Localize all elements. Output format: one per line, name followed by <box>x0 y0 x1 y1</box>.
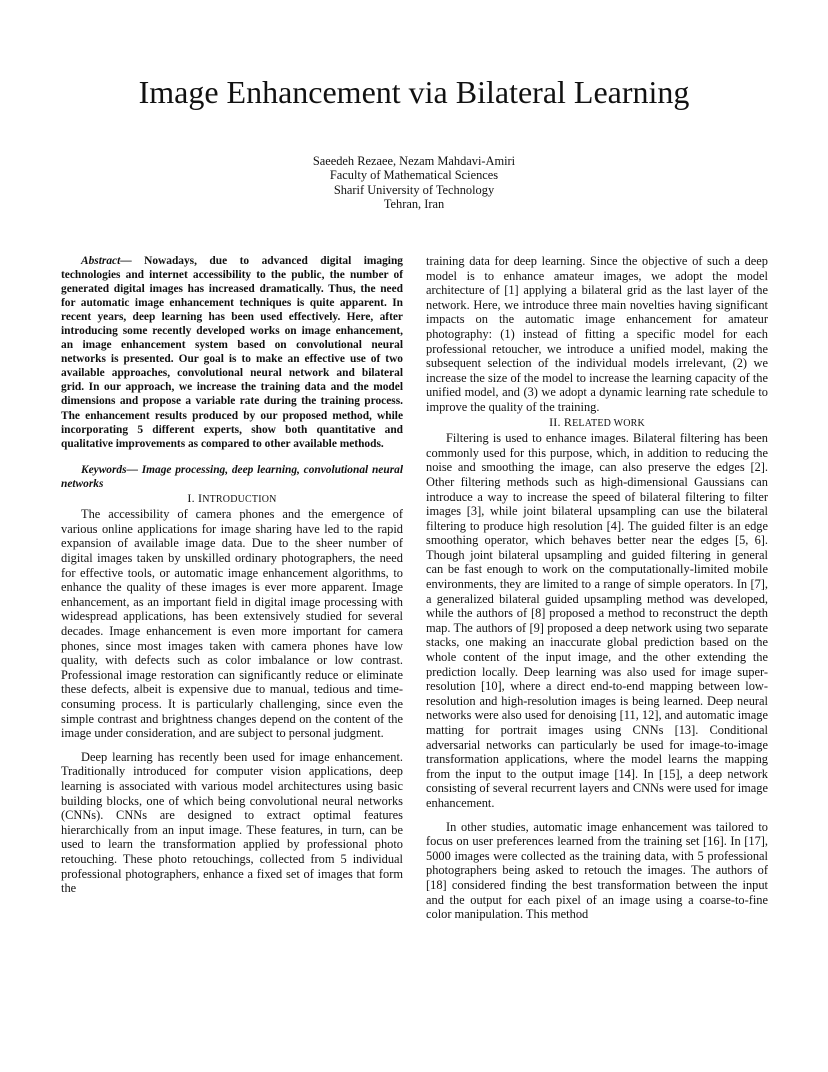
right-column <box>426 254 768 922</box>
author-names: Saeedeh Rezaee, Nezam Mahdavi-Amiri <box>312 154 516 168</box>
section-number: II. <box>549 414 561 429</box>
author-block <box>0 154 828 212</box>
section-rest: ELATED WORK <box>572 417 645 429</box>
author-location: Tehran, Iran <box>383 197 445 212</box>
section-number: I. <box>187 490 195 505</box>
section-cap: R <box>563 414 573 429</box>
abstract-body: Nowadays, due to advanced digital imaging technologies and internet accessibility to the public, the number of generated digital images has increased dramatically. Thus, the need for automatic image enhancement techniques is quite apparent. In recent years, deep learning has been used effectively. Here, after introducing some recently developed works on image enhancement, an image enhancement system based on convolutional neural networks is presented. Our goal is to make an effective use of two available approaches, convolutional neural network and bilateral grid. In our approach, we increase the training data and the model dimensions and propose a variable rate during the training process. The enhancement results produced by our proposed method, while incorporating 5 different experts, show both quantitative and qualitative improvements as compared to other available methods. <box>61 255 403 450</box>
intro-paragraph-continued: training data for deep learning. Since the objective of such a deep model is to enhance amateur images, we adopt the model architecture of [1] applying a bilateral grid as the last layer of the network. Here, we introduce three main novelties having significant impacts on the automatic image enhancement for amateur photography: (1) instead of fitting a specific model for each professional retoucher, we introduce a unified model, making the subsequent selection of the individual models irrelevant, (2) we increase the size of the model to increase the learning capacity of the unified model, and (3) we adopt a dynamic learning rate schedule to improve the quality of the training. <box>426 254 768 414</box>
abstract <box>61 254 403 451</box>
section-rest: NTRODUCTION <box>202 493 277 505</box>
section-heading-related-work <box>426 415 768 432</box>
left-column <box>61 254 403 896</box>
author-university: Sharif University of Technology <box>333 182 495 197</box>
intro-paragraph-1: The accessibility of camera phones and the emergence of various online applications for image sharing have led to the rapid expansion of available image data. Due to the sheer number of digital images taken by unskilled ordinary photographers, the need for effective tools, or automatic image enhancement algorithms, to enhance the quality of these images is ever more apparent. Image enhancement, as an important field in digital image processing with widespread applications, has been extensively studied for several decades. Image enhancement is even more important for camera phones, since most images taken with camera phones have low quality, with defects such as color imbalance or low contrast. Professional image restoration can significantly reduce or eliminate these defects, albeit is expensive due to manual, tedious and time-consuming process. It is particularly challenging, since even the simple contrast and brightness changes depend on the content of the image under consideration, and are subject to personal judgment. <box>61 507 403 741</box>
section-cap: I <box>197 490 203 505</box>
keywords: Keywords— Image processing, deep learning, convolutional neural networks <box>61 463 403 490</box>
section-heading-introduction <box>61 491 403 508</box>
intro-paragraph-2: Deep learning has recently been used for image enhancement. Traditionally introduced for computer vision applications, deep learning is associated with various model architectures using basic building blocks, one of which being convolutional neural networks (CNNs). CNNs are designed to extract optimal features hierarchically from an input image. These features, in turn, can be used to learn the transformation applied by professional photo retouching. These photo retouchings, collected from 5 individual professional photographers, enhance a fixed set of images that form the <box>61 749 403 896</box>
related-work-paragraph-2: In other studies, automatic image enhancement was tailored to focus on user preferences learned from the training set [16]. In [17], 5000 images were collected as the training data, with 5 professional photographers being asked to retouch the images. The authors of [18] considered finding the best transformation between the input and the output for each pixel of an image using a coarse-to-fine color manipulation. This method <box>426 819 768 922</box>
related-work-paragraph-1: Filtering is used to enhance images. Bilateral filtering has been commonly used for this purpose, which, in addition to reducing the noise and smoothing the image, can also preserve the edges [2]. Other filtering methods such as high-dimensional Gaussians can introduce a way to increase the speed of bilateral filtering to filter images [3], while joint bilateral upsampling can use the bilateral filtering to produce high resolution [4]. The guided filter is an edge smoothing operator, which behaves better near the edges [5, 6]. Though joint bilateral upsampling and guided filtering in general can be fast enough to work on the computationally-limited mobile environments, they are limited to a range of simple operators. In [7], a generalized bilateral guided upsampling method was developed, while the authors of [8] proposed a method to reconstruct the depth map. The authors of [9] proposed a deep network using two separate stacks, one making an inaccurate global prediction based on the whole content of the input image, and the other extending the prediction locally. Deep learning was also used for image super-resolution [10], where a direct end-to-end mapping between low-resolution and high-resolution images is being learned. Deep neural networks were also used for denoising [11, 12], and automatic image matting for portrait images using CNNs [13]. Conditional adversarial networks can particularly be used for image-to-image transformation applications, where the model learns the mapping from the input to the output image [14]. In [15], a deep network consisting of several recurrent layers and CNNs were used for image enhancement. <box>426 431 768 810</box>
paper-title: Image Enhancement via Bilateral Learning <box>138 74 690 110</box>
author-faculty: Faculty of Mathematical Sciences <box>329 168 499 183</box>
abstract-label: Abstract <box>81 255 121 267</box>
abstract-dash: — <box>120 255 132 267</box>
